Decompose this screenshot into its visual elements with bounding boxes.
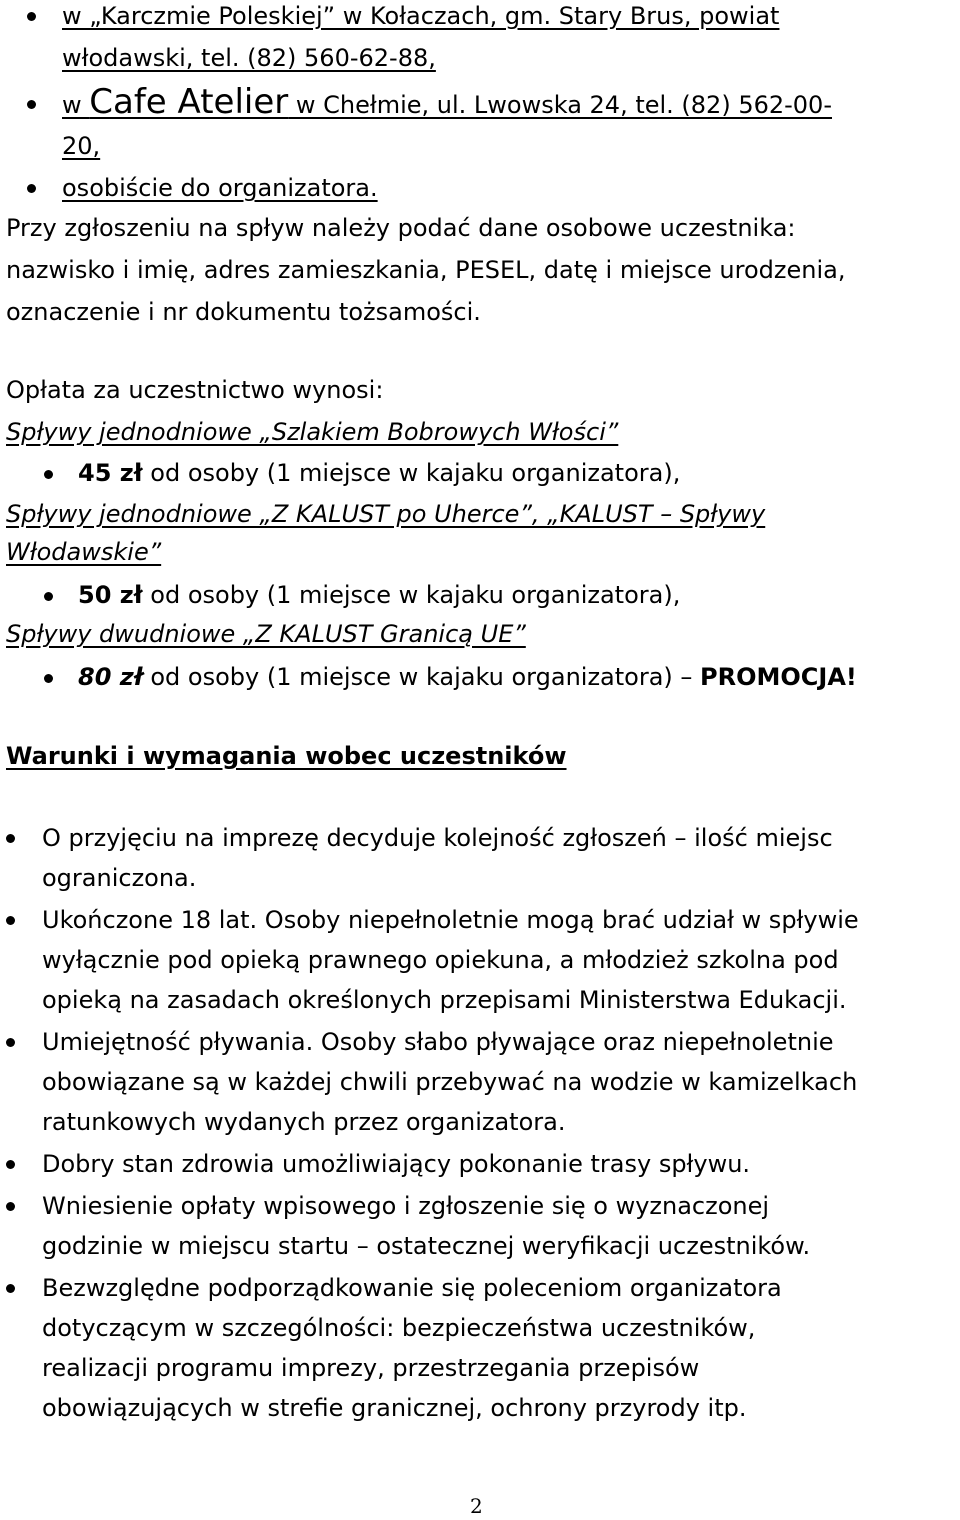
bullet <box>44 674 53 683</box>
bullet <box>6 916 15 925</box>
route-price-line: 80 zł od osoby (1 miejsce w kajaku organizatora) – PROMOCJA! <box>78 663 857 691</box>
requirement-line: wyłącznie pod opieką prawnego opiekuna, a młodzież szkolna pod <box>42 946 839 974</box>
bullet <box>6 1160 15 1169</box>
bullet <box>6 1038 15 1047</box>
requirement-line: obowiązane są w każdej chwili przebywać na wodzie w kamizelkach <box>42 1068 858 1096</box>
route-title: Włodawskie” <box>6 538 162 566</box>
requirement-line: Bezwzględne podporządkowanie się poleceniom organizatora <box>42 1274 782 1302</box>
requirement-line: opieką na zasadach określonych przepisami Ministerstwa Edukacji. <box>42 986 847 1014</box>
cafe-name: Cafe Atelier <box>89 82 289 122</box>
bullet <box>44 592 53 601</box>
page-number: 2 <box>470 1494 483 1518</box>
contact-item-cafe-line2: 20, <box>62 132 101 160</box>
requirement-line: Dobry stan zdrowia umożliwiający pokonanie trasy spływu. <box>42 1150 751 1178</box>
bullet <box>6 1284 15 1293</box>
bullet <box>27 184 36 193</box>
bullet <box>27 12 36 21</box>
requirement-line: obowiązujących w strefie granicznej, ochrony przyrody itp. <box>42 1394 747 1422</box>
contact-item-cafe-line1: w Cafe Atelier w Chełmie, ul. Lwowska 24, tel. (82) 562-00- <box>62 82 832 122</box>
requirement-line: ograniczona. <box>42 864 197 892</box>
requirement-line: realizacji programu imprezy, przestrzegania przepisów <box>42 1354 700 1382</box>
requirement-line: ratunkowych wydanych przez organizatora. <box>42 1108 566 1136</box>
requirement-line: Umiejętność pływania. Osoby słabo pływające oraz niepełnoletnie <box>42 1028 834 1056</box>
route-title: Spływy jednodniowe „Z KALUST po Uherce”, „KALUST – Spływy <box>6 500 766 528</box>
registration-line: oznaczenie i nr dokumentu tożsamości. <box>6 298 481 326</box>
requirement-line: O przyjęciu na imprezę decyduje kolejność zgłoszeń – ilość miejsc <box>42 824 833 852</box>
contact-item-organizer: osobiście do organizatora. <box>62 174 378 202</box>
requirement-line: godzinie w miejscu startu – ostatecznej weryfikacji uczestników. <box>42 1232 811 1260</box>
route-title: Spływy jednodniowe „Szlakiem Bobrowych Włości” <box>6 418 619 446</box>
bullet <box>6 834 15 843</box>
registration-line: nazwisko i imię, adres zamieszkania, PESEL, datę i miejsce urodzenia, <box>6 256 846 284</box>
fees-heading: Opłata za uczestnictwo wynosi: <box>6 376 384 404</box>
route-price: 80 zł <box>78 663 143 691</box>
contact-item-karczma-line2: włodawski, tel. (82) 560-62-88, <box>62 44 436 72</box>
requirement-line: dotyczącym w szczególności: bezpieczeństwa uczestników, <box>42 1314 756 1342</box>
registration-line: Przy zgłoszeniu na spływ należy podać dane osobowe uczestnika: <box>6 214 796 242</box>
requirement-line: Ukończone 18 lat. Osoby niepełnoletnie mogą brać udział w spływie <box>42 906 859 934</box>
bullet <box>27 100 36 109</box>
route-price-line: 50 zł od osoby (1 miejsce w kajaku organizatora), <box>78 581 681 609</box>
contact-item-karczma-line1: w „Karczmie Poleskiej” w Kołaczach, gm. Stary Brus, powiat <box>62 2 780 30</box>
route-price-line: 45 zł od osoby (1 miejsce w kajaku organizatora), <box>78 459 681 487</box>
route-price: 45 zł <box>78 459 143 487</box>
route-price: 50 zł <box>78 581 143 609</box>
promo-label: PROMOCJA! <box>700 663 857 691</box>
bullet <box>44 470 53 479</box>
bullet <box>6 1202 15 1211</box>
requirements-heading: Warunki i wymagania wobec uczestników <box>6 742 567 770</box>
route-title: Spływy dwudniowe „Z KALUST Granicą UE” <box>6 620 526 648</box>
requirement-line: Wniesienie opłaty wpisowego i zgłoszenie się o wyznaczonej <box>42 1192 770 1220</box>
